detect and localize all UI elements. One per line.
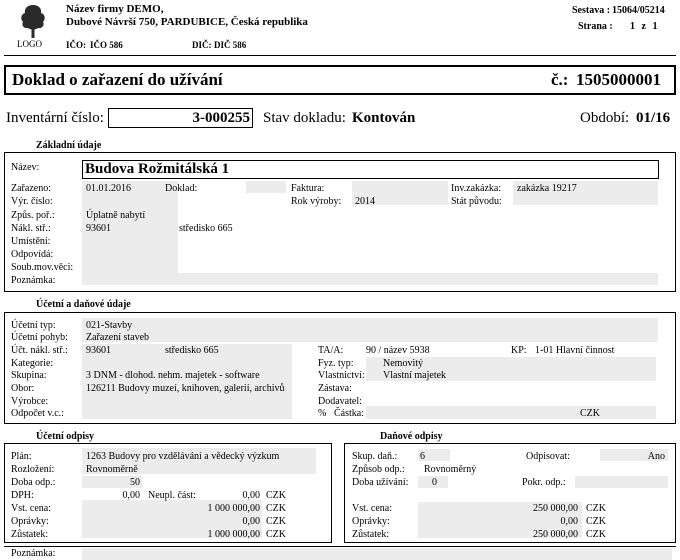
kp-label: KP:: [511, 345, 527, 356]
zpusobodp-value: Rovnoměrný: [424, 464, 477, 475]
rokvyroby-value: 2014: [355, 196, 375, 207]
fyztyp-label: Fyz. typ:: [318, 358, 354, 369]
castka-currency: CZK: [580, 408, 600, 419]
plan-value: 1263 Budovy pro vzdělávání a vědecký výzkum: [86, 451, 280, 462]
invzakazka-value: zakázka 19217: [517, 183, 577, 194]
ucetni-odpisy-heading: Účetní odpisy: [36, 431, 95, 442]
ucnakl-label: Účt. nákl. stř.:: [11, 345, 68, 356]
kp-value: 1-01 Hlavní činnost: [535, 345, 615, 356]
dan-vstcena-label: Vst. cena:: [352, 503, 392, 514]
dobaodp-label: Doba odp.:: [11, 477, 56, 488]
danove-odpisy-heading: Daňové odpisy: [380, 431, 443, 442]
stav-value: Kontován: [352, 110, 416, 126]
inv-value: 3-000255: [192, 110, 250, 126]
footer-divider: [4, 546, 676, 547]
document-title: Doklad o zařazení do užívání: [12, 70, 223, 89]
invzakazka-label: Inv.zakázka:: [451, 183, 502, 194]
obor-value: 126211 Budovy muzeí, knihoven, galerií, archivů: [86, 383, 285, 394]
dic-value: DIČ 586: [214, 40, 247, 50]
obor-label: Obor:: [11, 383, 35, 394]
skupina-value: 3 DNM - dlohod. nehm. majetek - software: [86, 370, 260, 381]
vlastnictvi-value: Vlastní majetek: [383, 370, 447, 381]
sestava-value: 15064/05214: [612, 5, 665, 16]
dan-opravky-currency: CZK: [586, 516, 606, 527]
nazev-value: Budova Rožmitálská 1: [85, 161, 230, 177]
ucetnityp-value: 021-Stavby: [86, 320, 133, 331]
pokrodp-label: Pokr. odp.:: [522, 477, 566, 488]
rozlozeni-value: Rovnoměrně: [86, 464, 138, 475]
dobauzivani-label: Doba užívání:: [352, 477, 409, 488]
ucetnityp-label: Účetní typ:: [11, 320, 56, 331]
ucetni-heading: Účetní a daňové údaje: [36, 299, 131, 310]
doklad-label: Doklad:: [165, 183, 198, 194]
faktura-label: Faktura:: [291, 183, 325, 194]
company-address: Dubové Návrší 750, PARDUBICE, Česká republika: [66, 16, 308, 28]
kategorie-label: Kategorie:: [11, 358, 54, 369]
taa-value: 90 / název 5938: [366, 345, 430, 356]
dic-label: DIČ:: [192, 40, 212, 50]
dan-zustatek-label: Zůstatek:: [352, 529, 390, 540]
odpisovat-value: Ano: [647, 451, 665, 462]
stav-label: Stav dokladu:: [263, 110, 346, 126]
dph-value: 0,00: [122, 490, 140, 501]
dan-vstcena-currency: CZK: [586, 503, 606, 514]
dph-label: DPH:: [11, 490, 34, 501]
inv-label: Inventární číslo:: [6, 110, 104, 126]
rokvyroby-label: Rok výroby:: [291, 196, 342, 207]
neupl-currency: CZK: [266, 490, 286, 501]
opravky-label: Oprávky:: [11, 516, 49, 527]
header-divider: [4, 55, 676, 56]
nazev-label: Název:: [11, 162, 40, 173]
odpisovat-label: Odpisovat:: [526, 451, 570, 462]
poznamka-label: Poznámka:: [11, 275, 56, 286]
statpuvodu-label: Stát původu:: [451, 196, 502, 207]
obdobi-value: 01/16: [636, 110, 671, 126]
vstcena-currency: CZK: [266, 503, 286, 514]
zarazeno-value: 01.01.2016: [86, 183, 131, 194]
opravky-currency: CZK: [266, 516, 286, 527]
castka-label: Částka:: [334, 408, 364, 419]
dobaodp-value: 50: [130, 477, 140, 488]
skupina-label: Skupina:: [11, 370, 47, 381]
vlastnictvi-label: Vlastnictví:: [318, 370, 365, 381]
vstcena-label: Vst. cena:: [11, 503, 51, 514]
dan-opravky-value: 0,00: [560, 516, 578, 527]
zarazeno-label: Zařazeno:: [11, 183, 51, 194]
ico-label: IČO:: [66, 40, 86, 50]
umisteni-label: Umístění:: [11, 236, 51, 247]
skupdan-label: Skup. daň.:: [352, 451, 398, 462]
pct-label: %: [318, 408, 327, 419]
vyrobce-label: Výrobce:: [11, 396, 49, 407]
odpocet-label: Odpočet v.c.:: [11, 408, 64, 419]
fyztyp-value: Nemovitý: [383, 358, 423, 369]
zakladni-heading: Základní údaje: [36, 140, 102, 151]
naklstr-label: Nákl. stř.:: [11, 223, 51, 234]
company-name: Název firmy DEMO,: [66, 3, 164, 15]
zustatek-value: 1 000 000,00: [207, 529, 260, 540]
zpuspor-label: Způs. poř.:: [11, 210, 55, 221]
soubmov-label: Soub.mov.věci:: [11, 262, 74, 273]
vyrcislo-label: Výr. číslo:: [11, 196, 53, 207]
ico-value: IČO 586: [90, 40, 123, 50]
dobauzivani-value: 0: [432, 477, 437, 488]
dan-vstcena-value: 250 000,00: [533, 503, 578, 514]
dan-zustatek-currency: CZK: [586, 529, 606, 540]
logo-label: LOGO: [17, 39, 42, 49]
obdobi-label: Období:: [580, 110, 630, 126]
ucetnipohyb-value: Zařazení staveb: [86, 332, 150, 343]
opravky-value: 0,00: [242, 516, 260, 527]
zpuspor-value: Úplatně nabytí: [86, 210, 146, 221]
dan-opravky-label: Oprávky:: [352, 516, 390, 527]
naklstr-name: středisko 665: [179, 223, 233, 234]
document-number-label: č.:: [551, 70, 569, 89]
taa-label: TA/A:: [318, 345, 344, 356]
footer-poznamka-label: Poznámka:: [11, 548, 56, 559]
vstcena-value: 1 000 000,00: [207, 503, 260, 514]
dan-zustatek-value: 250 000,00: [533, 529, 578, 540]
zustatek-currency: CZK: [266, 529, 286, 540]
plan-label: Plán:: [11, 451, 32, 462]
neupl-label: Neupl. část:: [148, 490, 196, 501]
ucnakl-value: 93601: [86, 345, 111, 356]
ucetnipohyb-label: Účetní pohyb:: [11, 332, 68, 343]
document-number: 1505000001: [576, 70, 661, 89]
zustatek-label: Zůstatek:: [11, 529, 49, 540]
strana-label: Strana :: [578, 21, 613, 32]
ucnakl-name: středisko 665: [165, 345, 219, 356]
sestava-label: Sestava :: [572, 5, 611, 16]
dodavatel-label: Dodavatel:: [318, 396, 362, 407]
rozlozeni-label: Rozložení:: [11, 464, 55, 475]
strana-value: 1 z 1: [630, 21, 658, 32]
tree-logo-icon: [18, 3, 48, 39]
zastava-label: Zástava:: [318, 383, 352, 394]
zpusobodp-label: Způsob odp.:: [352, 464, 405, 475]
skupdan-value: 6: [420, 451, 425, 462]
odpovida-label: Odpovídá:: [11, 249, 54, 260]
neupl-value: 0,00: [242, 490, 260, 501]
naklstr-value: 93601: [86, 223, 111, 234]
